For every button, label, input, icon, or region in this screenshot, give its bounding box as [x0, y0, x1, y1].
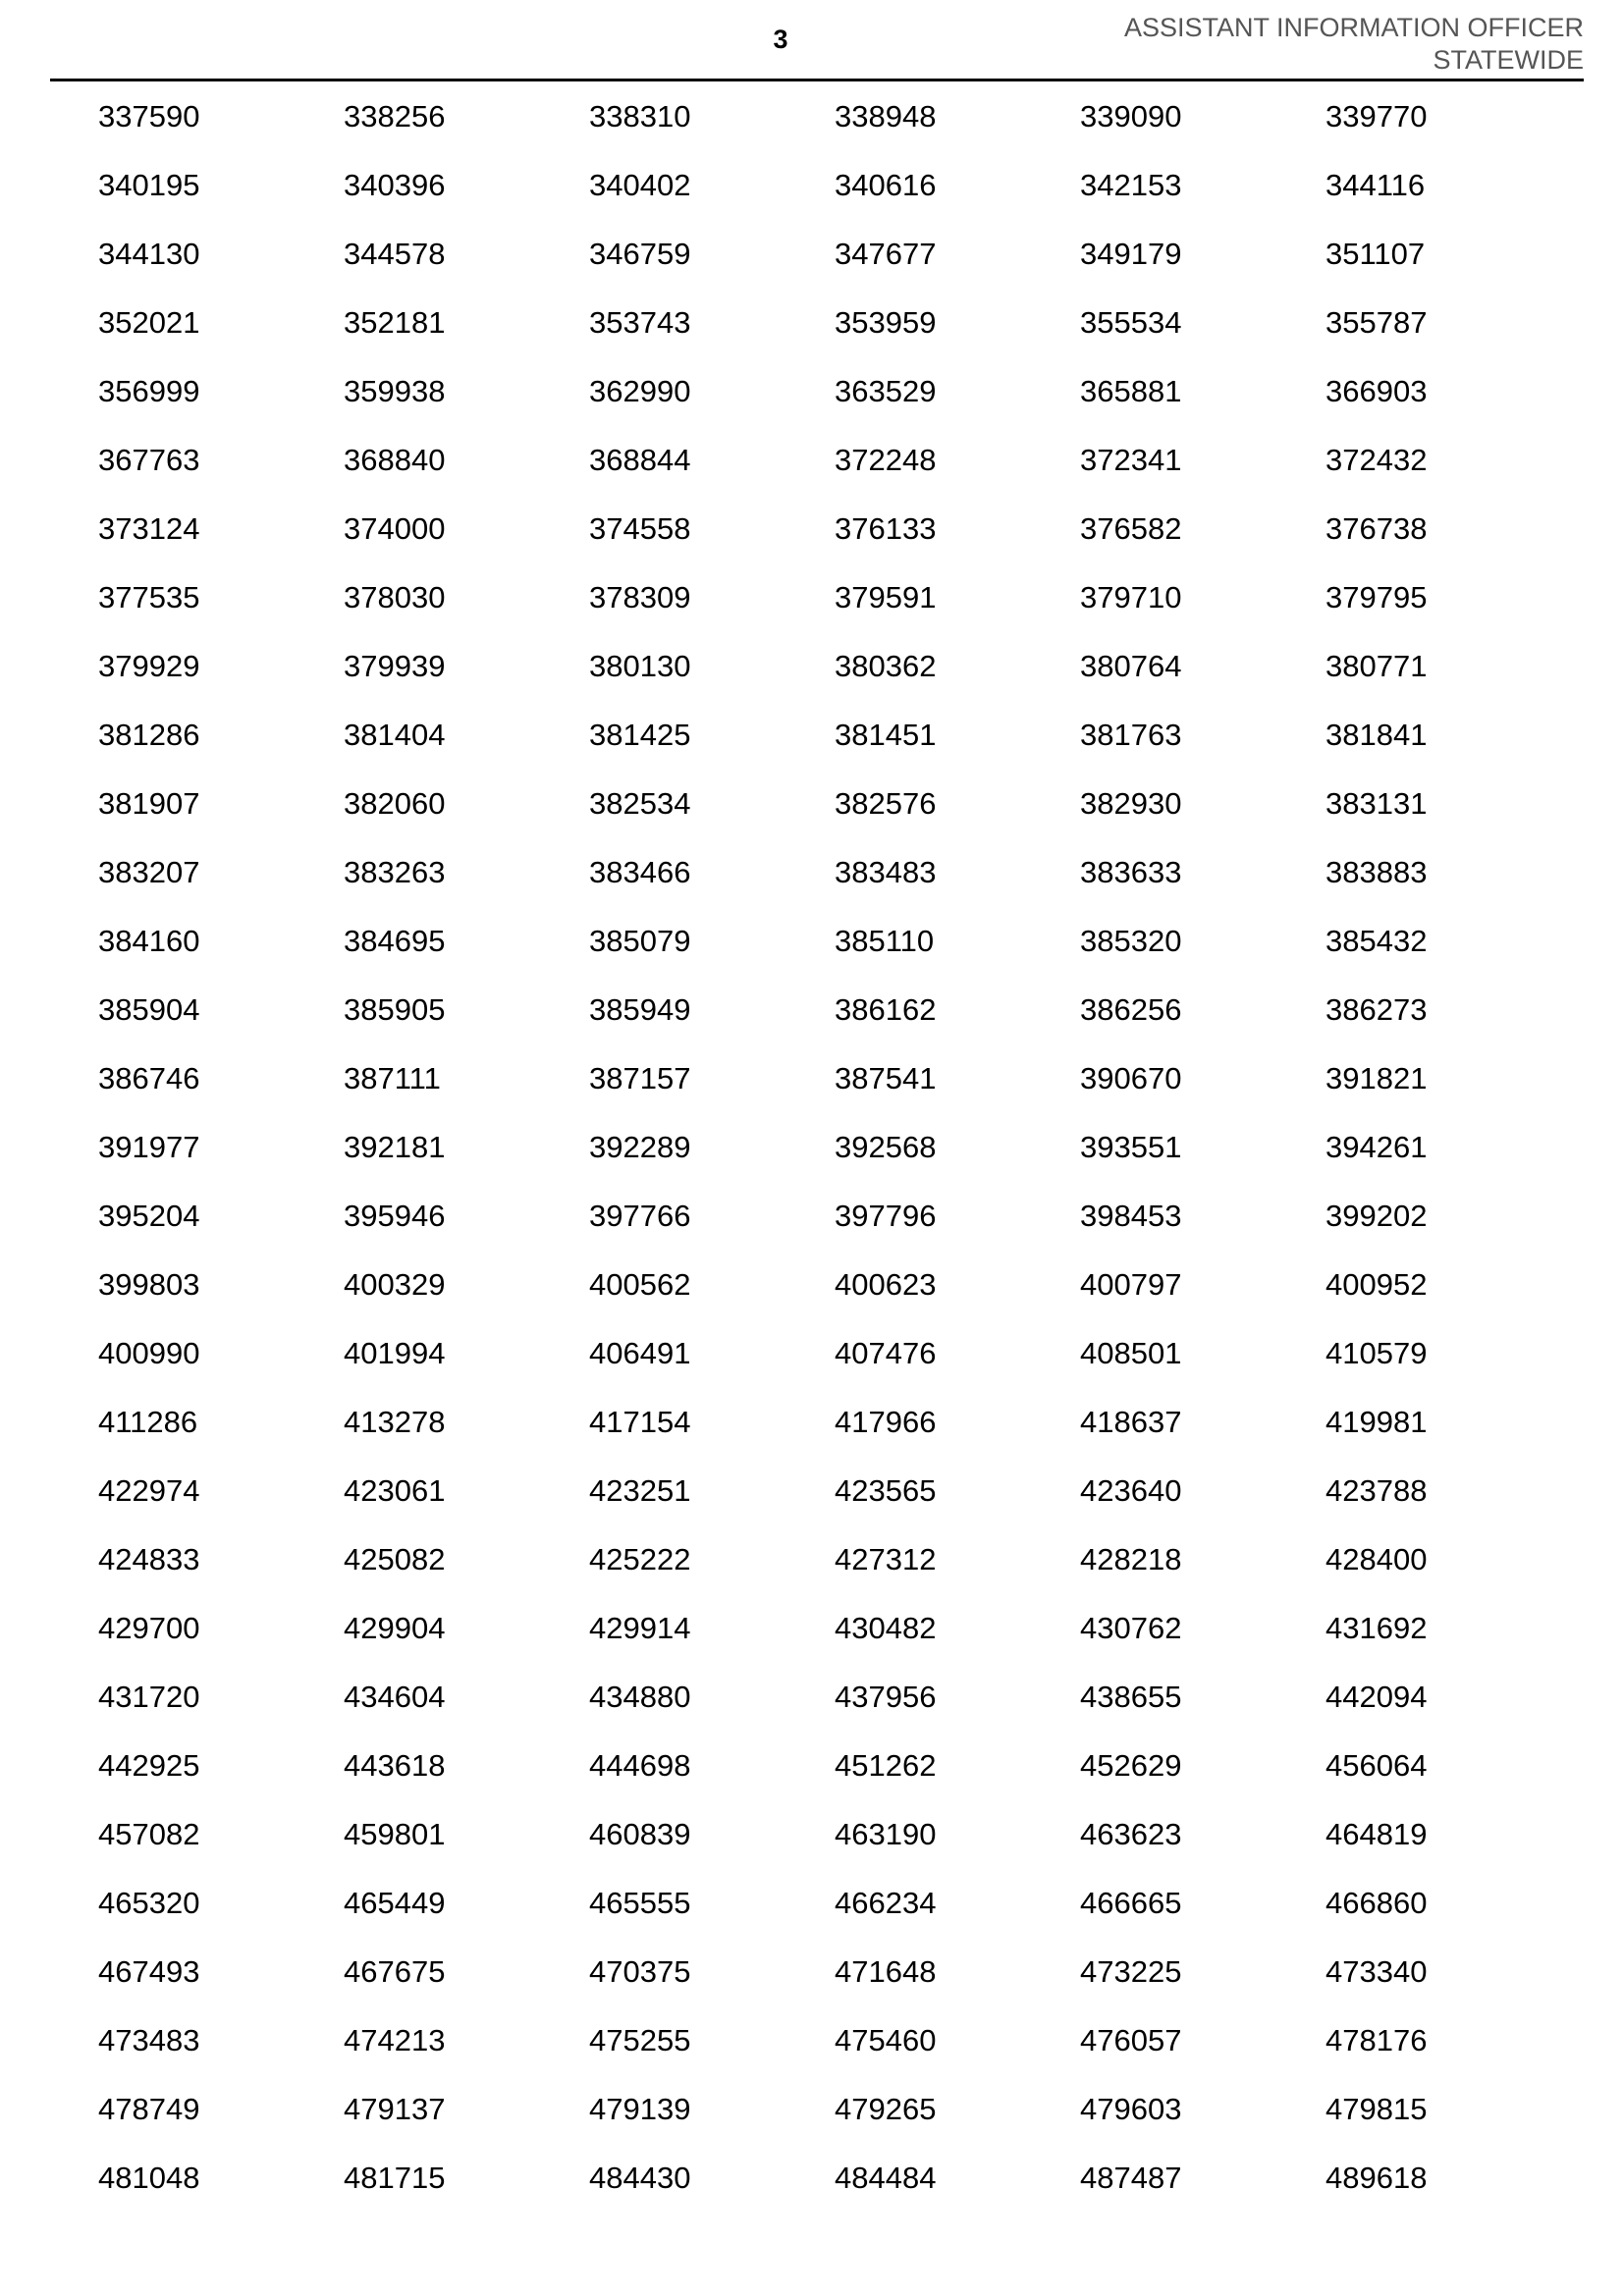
- roll-number-cell: 387541: [835, 1061, 937, 1095]
- roll-number-cell: 456064: [1325, 1748, 1428, 1783]
- roll-number-cell: 479139: [589, 2092, 691, 2126]
- table-row: [98, 907, 1571, 976]
- roll-number-cell: 478749: [98, 2092, 200, 2126]
- table-row: [98, 1044, 1571, 1113]
- roll-number-cell: 346759: [589, 237, 691, 271]
- table-row: [98, 1113, 1571, 1182]
- roll-number-cell: 424833: [98, 1542, 200, 1576]
- table-row: [98, 495, 1571, 563]
- roll-number-cell: 487487: [1080, 2161, 1182, 2195]
- table-row: [98, 976, 1571, 1044]
- roll-number-cell: 390670: [1080, 1061, 1182, 1095]
- roll-number-cell: 381841: [1325, 718, 1428, 752]
- roll-number-cell: 392568: [835, 1130, 937, 1164]
- roll-number-cell: 380771: [1325, 649, 1428, 683]
- roll-number-cell: 466234: [835, 1886, 937, 1920]
- roll-number-cell: 418637: [1080, 1405, 1182, 1439]
- table-row: [98, 1182, 1571, 1251]
- roll-number-cell: 340195: [98, 168, 200, 202]
- table-row: [98, 1388, 1571, 1457]
- roll-number-cell: 481715: [344, 2161, 446, 2195]
- table-row: [98, 1663, 1571, 1732]
- roll-number-cell: 381907: [98, 786, 200, 821]
- roll-number-cell: 340616: [835, 168, 937, 202]
- roll-number-cell: 368840: [344, 443, 446, 477]
- roll-number-cell: 411286: [98, 1405, 198, 1439]
- roll-number-cell: 379929: [98, 649, 200, 683]
- roll-number-cell: 479815: [1325, 2092, 1428, 2126]
- table-row: [98, 1319, 1571, 1388]
- roll-number-cell: 382930: [1080, 786, 1182, 821]
- roll-number-cell: 465320: [98, 1886, 200, 1920]
- table-row: [98, 1869, 1571, 1938]
- roll-number-cell: 359938: [344, 374, 446, 408]
- roll-number-cell: 425222: [589, 1542, 691, 1576]
- roll-number-cell: 484430: [589, 2161, 691, 2195]
- roll-number-cell: 466860: [1325, 1886, 1428, 1920]
- roll-number-cell: 377535: [98, 580, 200, 614]
- roll-number-cell: 392289: [589, 1130, 691, 1164]
- roll-number-cell: 384160: [98, 924, 200, 958]
- roll-number-cell: 479603: [1080, 2092, 1182, 2126]
- roll-number-cell: 431720: [98, 1680, 200, 1714]
- roll-number-cell: 367763: [98, 443, 200, 477]
- roll-number-cell: 397766: [589, 1199, 691, 1233]
- roll-number-grid: [98, 82, 1571, 2213]
- roll-number-cell: 429700: [98, 1611, 200, 1645]
- roll-number-cell: 381451: [835, 718, 937, 752]
- roll-number-cell: 372432: [1325, 443, 1428, 477]
- roll-number-cell: 475255: [589, 2023, 691, 2057]
- roll-number-cell: 465449: [344, 1886, 446, 1920]
- roll-number-cell: 481048: [98, 2161, 200, 2195]
- roll-number-cell: 385320: [1080, 924, 1182, 958]
- header-divider: [50, 79, 1584, 81]
- roll-number-cell: 379939: [344, 649, 446, 683]
- roll-number-cell: 376133: [835, 511, 937, 546]
- roll-number-cell: 383883: [1325, 855, 1428, 889]
- roll-number-cell: 355787: [1325, 305, 1428, 340]
- roll-number-cell: 394261: [1325, 1130, 1428, 1164]
- roll-number-cell: 400562: [589, 1267, 691, 1302]
- table-row: [98, 1800, 1571, 1869]
- roll-number-cell: 427312: [835, 1542, 937, 1576]
- roll-number-cell: 428218: [1080, 1542, 1182, 1576]
- roll-number-cell: 340402: [589, 168, 691, 202]
- table-row: [98, 701, 1571, 770]
- roll-number-cell: 395204: [98, 1199, 200, 1233]
- roll-number-cell: 365881: [1080, 374, 1182, 408]
- roll-number-cell: 401994: [344, 1336, 446, 1370]
- table-row: [98, 151, 1571, 220]
- roll-number-cell: 340396: [344, 168, 446, 202]
- roll-number-cell: 400990: [98, 1336, 200, 1370]
- roll-number-cell: 457082: [98, 1817, 200, 1851]
- roll-number-cell: 383263: [344, 855, 446, 889]
- roll-number-cell: 385079: [589, 924, 691, 958]
- roll-number-cell: 338948: [835, 99, 937, 133]
- table-row: [98, 1251, 1571, 1319]
- roll-number-cell: 338310: [589, 99, 691, 133]
- roll-number-cell: 444698: [589, 1748, 691, 1783]
- roll-number-cell: 372341: [1080, 443, 1182, 477]
- roll-number-cell: 393551: [1080, 1130, 1182, 1164]
- table-row: [98, 1594, 1571, 1663]
- roll-number-cell: 460839: [589, 1817, 691, 1851]
- table-row: [98, 1525, 1571, 1594]
- roll-number-cell: 383633: [1080, 855, 1182, 889]
- roll-number-cell: 362990: [589, 374, 691, 408]
- roll-number-cell: 386162: [835, 992, 937, 1027]
- roll-number-cell: 338256: [344, 99, 446, 133]
- table-row: [98, 2144, 1571, 2213]
- roll-number-cell: 380362: [835, 649, 937, 683]
- roll-number-cell: 470375: [589, 1954, 691, 1989]
- roll-number-cell: 429914: [589, 1611, 691, 1645]
- roll-number-cell: 438655: [1080, 1680, 1182, 1714]
- roll-number-cell: 489618: [1325, 2161, 1428, 2195]
- roll-number-cell: 442094: [1325, 1680, 1428, 1714]
- roll-number-cell: 459801: [344, 1817, 446, 1851]
- roll-number-cell: 378309: [589, 580, 691, 614]
- roll-number-cell: 363529: [835, 374, 937, 408]
- table-row: [98, 563, 1571, 632]
- roll-number-cell: 380764: [1080, 649, 1182, 683]
- roll-number-cell: 391977: [98, 1130, 200, 1164]
- table-row: [98, 770, 1571, 838]
- roll-number-cell: 400952: [1325, 1267, 1428, 1302]
- roll-number-cell: 473225: [1080, 1954, 1182, 1989]
- roll-number-cell: 428400: [1325, 1542, 1428, 1576]
- roll-number-cell: 385905: [344, 992, 446, 1027]
- roll-number-cell: 342153: [1080, 168, 1182, 202]
- roll-number-cell: 380130: [589, 649, 691, 683]
- roll-number-cell: 384695: [344, 924, 446, 958]
- header-title-line1: ASSISTANT INFORMATION OFFICER: [1123, 13, 1584, 42]
- roll-number-cell: 423251: [589, 1473, 691, 1508]
- roll-number-cell: 382534: [589, 786, 691, 821]
- roll-number-cell: 399803: [98, 1267, 200, 1302]
- roll-number-cell: 344130: [98, 237, 200, 271]
- roll-number-cell: 425082: [344, 1542, 446, 1576]
- roll-number-cell: 355534: [1080, 305, 1182, 340]
- roll-number-cell: 352181: [344, 305, 446, 340]
- roll-number-cell: 467675: [344, 1954, 446, 1989]
- roll-number-cell: 372248: [835, 443, 937, 477]
- roll-number-cell: 423640: [1080, 1473, 1182, 1508]
- roll-number-cell: 386746: [98, 1061, 200, 1095]
- roll-number-cell: 353959: [835, 305, 937, 340]
- table-row: [98, 357, 1571, 426]
- roll-number-cell: 400623: [835, 1267, 937, 1302]
- roll-number-cell: 379591: [835, 580, 937, 614]
- roll-number-cell: 463623: [1080, 1817, 1182, 1851]
- roll-number-cell: 473483: [98, 2023, 200, 2057]
- roll-number-cell: 423565: [835, 1473, 937, 1508]
- table-row: [98, 426, 1571, 495]
- roll-number-cell: 479265: [835, 2092, 937, 2126]
- roll-number-cell: 387111: [344, 1061, 441, 1095]
- roll-number-cell: 391821: [1325, 1061, 1428, 1095]
- table-row: [98, 1457, 1571, 1525]
- roll-number-cell: 386256: [1080, 992, 1182, 1027]
- roll-number-cell: 434880: [589, 1680, 691, 1714]
- roll-number-cell: 408501: [1080, 1336, 1182, 1370]
- roll-number-cell: 399202: [1325, 1199, 1428, 1233]
- roll-number-cell: 417966: [835, 1405, 937, 1439]
- page-number: 3: [773, 25, 788, 54]
- roll-number-cell: 398453: [1080, 1199, 1182, 1233]
- roll-number-cell: 381425: [589, 718, 691, 752]
- document-header: [1124, 12, 1584, 77]
- roll-number-cell: 381286: [98, 718, 200, 752]
- roll-number-cell: 465555: [589, 1886, 691, 1920]
- roll-number-cell: 400329: [344, 1267, 446, 1302]
- roll-number-cell: 383466: [589, 855, 691, 889]
- roll-number-cell: 473340: [1325, 1954, 1428, 1989]
- roll-number-cell: 374558: [589, 511, 691, 546]
- roll-number-cell: 467493: [98, 1954, 200, 1989]
- roll-number-cell: 385904: [98, 992, 200, 1027]
- roll-number-cell: 430762: [1080, 1611, 1182, 1645]
- roll-number-cell: 474213: [344, 2023, 446, 2057]
- table-row: [98, 220, 1571, 289]
- table-row: [98, 289, 1571, 357]
- roll-number-cell: 385949: [589, 992, 691, 1027]
- roll-number-cell: 376738: [1325, 511, 1428, 546]
- roll-number-cell: 382576: [835, 786, 937, 821]
- roll-number-cell: 383207: [98, 855, 200, 889]
- roll-number-cell: 466665: [1080, 1886, 1182, 1920]
- roll-number-cell: 429904: [344, 1611, 446, 1645]
- table-row: [98, 632, 1571, 701]
- roll-number-cell: 434604: [344, 1680, 446, 1714]
- roll-number-cell: 385110: [835, 924, 935, 958]
- roll-number-cell: 339090: [1080, 99, 1182, 133]
- roll-number-cell: 356999: [98, 374, 200, 408]
- roll-number-cell: 379710: [1080, 580, 1182, 614]
- roll-number-cell: 413278: [344, 1405, 446, 1439]
- table-row: [98, 838, 1571, 907]
- roll-number-cell: 337590: [98, 99, 200, 133]
- roll-number-cell: 352021: [98, 305, 200, 340]
- roll-number-cell: 353743: [589, 305, 691, 340]
- roll-number-cell: 373124: [98, 511, 200, 546]
- roll-number-cell: 463190: [835, 1817, 937, 1851]
- roll-number-cell: 400797: [1080, 1267, 1182, 1302]
- roll-number-cell: 378030: [344, 580, 446, 614]
- roll-number-cell: 376582: [1080, 511, 1182, 546]
- roll-number-cell: 437956: [835, 1680, 937, 1714]
- roll-number-cell: 431692: [1325, 1611, 1428, 1645]
- roll-number-cell: 471648: [835, 1954, 937, 1989]
- roll-number-cell: 381763: [1080, 718, 1182, 752]
- roll-number-cell: 382060: [344, 786, 446, 821]
- roll-number-cell: 410579: [1325, 1336, 1428, 1370]
- roll-number-cell: 479137: [344, 2092, 446, 2126]
- roll-number-cell: 386273: [1325, 992, 1428, 1027]
- roll-number-cell: 349179: [1080, 237, 1182, 271]
- table-row: [98, 2006, 1571, 2075]
- roll-number-cell: 417154: [589, 1405, 691, 1439]
- roll-number-cell: 385432: [1325, 924, 1428, 958]
- roll-number-cell: 381404: [344, 718, 446, 752]
- table-row: [98, 1732, 1571, 1800]
- roll-number-cell: 476057: [1080, 2023, 1182, 2057]
- roll-number-cell: 383131: [1325, 786, 1428, 821]
- roll-number-cell: 452629: [1080, 1748, 1182, 1783]
- roll-number-cell: 464819: [1325, 1817, 1428, 1851]
- roll-number-cell: 379795: [1325, 580, 1428, 614]
- roll-number-cell: 443618: [344, 1748, 446, 1783]
- roll-number-cell: 392181: [344, 1130, 446, 1164]
- roll-number-cell: 383483: [835, 855, 937, 889]
- roll-number-cell: 484484: [835, 2161, 937, 2195]
- table-row: [98, 2075, 1571, 2144]
- roll-number-cell: 347677: [835, 237, 937, 271]
- table-row: [98, 82, 1571, 151]
- roll-number-cell: 387157: [589, 1061, 691, 1095]
- roll-number-cell: 423061: [344, 1473, 446, 1508]
- roll-number-cell: 430482: [835, 1611, 937, 1645]
- roll-number-cell: 351107: [1325, 237, 1426, 271]
- roll-number-cell: 397796: [835, 1199, 937, 1233]
- roll-number-cell: 451262: [835, 1748, 937, 1783]
- roll-number-cell: 395946: [344, 1199, 446, 1233]
- roll-number-cell: 407476: [835, 1336, 937, 1370]
- roll-number-cell: 344578: [344, 237, 446, 271]
- roll-number-cell: 442925: [98, 1748, 200, 1783]
- roll-number-cell: 366903: [1325, 374, 1428, 408]
- roll-number-cell: 368844: [589, 443, 691, 477]
- roll-number-cell: 374000: [344, 511, 446, 546]
- header-title-line2: STATEWIDE: [1433, 45, 1584, 75]
- roll-number-cell: 478176: [1325, 2023, 1428, 2057]
- table-row: [98, 1938, 1571, 2006]
- roll-number-cell: 339770: [1325, 99, 1428, 133]
- roll-number-cell: 423788: [1325, 1473, 1428, 1508]
- roll-number-cell: 475460: [835, 2023, 937, 2057]
- roll-number-cell: 344116: [1325, 168, 1426, 202]
- roll-number-cell: 406491: [589, 1336, 691, 1370]
- roll-number-cell: 422974: [98, 1473, 200, 1508]
- roll-number-cell: 419981: [1325, 1405, 1428, 1439]
